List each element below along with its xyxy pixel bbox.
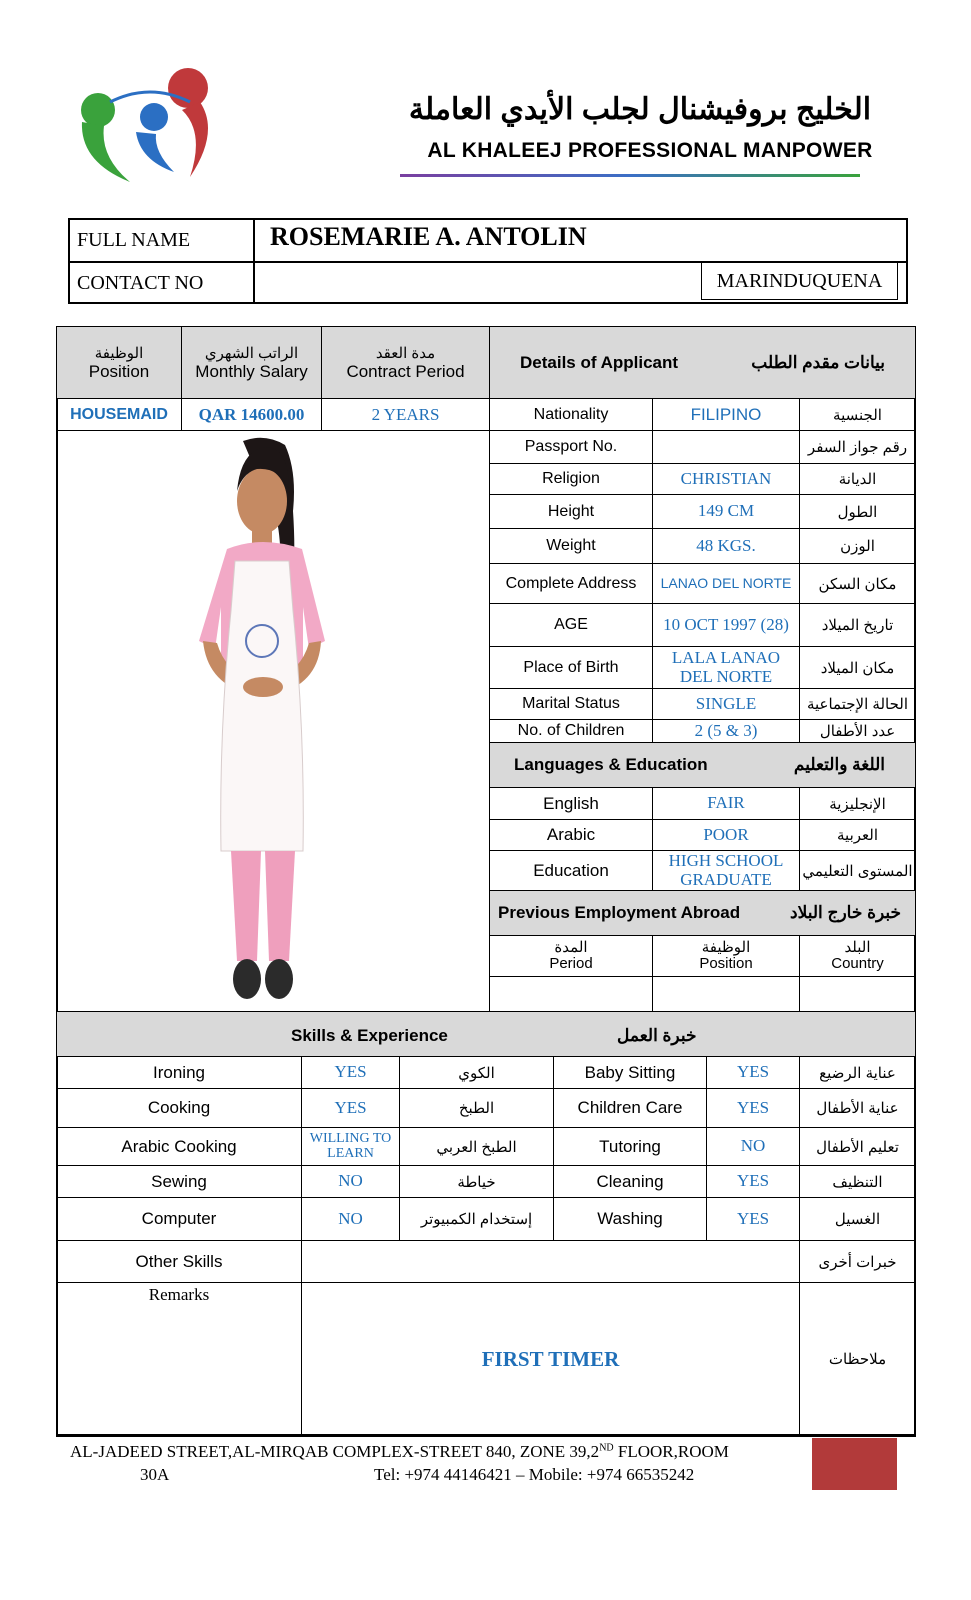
details-value: 149 CM — [652, 494, 800, 529]
details-label: AGE — [489, 603, 653, 647]
salary-value: QAR 14600.00 — [181, 398, 322, 431]
skill-label-ar: الطبخ — [399, 1088, 554, 1128]
contract-header — [321, 326, 490, 399]
details-label-ar: عدد الأطفال — [799, 719, 916, 743]
details-label-ar: رقم جواز السفر — [799, 430, 916, 464]
details-label-ar: الطول — [799, 494, 916, 529]
skill-label: Washing — [553, 1197, 707, 1241]
contact-label: CONTACT NO — [77, 272, 204, 294]
details-header — [489, 326, 916, 399]
employment-period-cell — [489, 976, 653, 1012]
details-label: Nationality — [489, 398, 653, 431]
details-label-ar: مكان السكن — [799, 563, 916, 604]
skill-value: YES — [706, 1088, 800, 1128]
employment-position-header — [652, 935, 800, 977]
details-value — [652, 430, 800, 464]
language-label-ar: المستوى التعليمي — [799, 850, 916, 891]
skill-value: YES — [301, 1088, 400, 1128]
skill-label: Computer — [56, 1197, 302, 1241]
details-value: 2 (5 & 3) — [652, 719, 800, 743]
language-value: POOR — [652, 819, 800, 851]
footer-address-main: AL-JADEED STREET,AL-MIRQAB COMPLEX-STREET 840, ZONE 39,2 — [70, 1442, 600, 1461]
footer-phone: Tel: +974 44146421 – Mobile: +974 66535242 — [374, 1465, 695, 1484]
other-skills-value — [301, 1240, 800, 1283]
details-label: No. of Children — [489, 719, 653, 743]
footer-address-end: FLOOR,ROOM — [613, 1442, 729, 1461]
language-value: HIGH SCHOOL GRADUATE — [652, 850, 800, 891]
other-skills-ar: خبرات أخرى — [799, 1240, 916, 1283]
skill-label: Cleaning — [553, 1165, 707, 1198]
details-label-ar: الحالة الإجتماعية — [799, 688, 916, 720]
position-header-en: Position — [88, 361, 150, 381]
details-value: LALA LANAO DEL NORTE — [652, 646, 800, 689]
details-title-en: Details of Applicant — [520, 352, 679, 372]
employment-period-en: Period — [549, 955, 593, 972]
employment-position-cell — [652, 976, 800, 1012]
skill-value: NO — [301, 1165, 400, 1198]
skill-label-ar: الغسيل — [799, 1197, 916, 1241]
language-label: Education — [489, 850, 653, 891]
details-value: 48 KGS. — [652, 528, 800, 564]
skill-label-ar: عناية الرضيع — [799, 1056, 916, 1089]
employment-header — [489, 890, 916, 936]
details-value: 10 OCT 1997 (28) — [652, 603, 800, 647]
skill-label: Arabic Cooking — [56, 1127, 302, 1166]
skill-label-ar: تعليم الأطفال — [799, 1127, 916, 1166]
footer-address-sup: ND — [599, 1442, 614, 1454]
skill-label-ar: عناية الأطفال — [799, 1088, 916, 1128]
footer-address — [70, 1442, 810, 1462]
skill-label: Children Care — [553, 1088, 707, 1128]
details-value: CHRISTIAN — [652, 463, 800, 495]
skill-label-ar: التنظيف — [799, 1165, 916, 1198]
applicant-photo — [57, 431, 491, 1013]
details-label: Marital Status — [489, 688, 653, 720]
employment-country-cell — [799, 976, 916, 1012]
details-label: Height — [489, 494, 653, 529]
position-value: HOUSEMAID — [56, 398, 182, 431]
skill-value: NO — [706, 1127, 800, 1166]
position-header — [56, 326, 182, 399]
employment-position-en: Position — [699, 955, 753, 972]
company-name-en: AL KHALEEJ PROFESSIONAL MANPOWER — [427, 139, 873, 162]
position-header-ar: الوظيفة — [94, 344, 144, 362]
company-logo — [70, 62, 230, 192]
skill-value: YES — [301, 1056, 400, 1089]
employment-title-ar: خبرة خارج البلاد — [790, 903, 901, 922]
language-label-ar: الإنجليزية — [799, 787, 916, 820]
details-label: Place of Birth — [489, 646, 653, 689]
skill-label: Tutoring — [553, 1127, 707, 1166]
details-label-ar: الجنسية — [799, 398, 916, 431]
header-underline — [400, 174, 860, 177]
details-label-ar: تاريخ الميلاد — [799, 603, 916, 647]
employment-title-en: Previous Employment Abroad — [498, 903, 741, 922]
languages-title-en: Languages & Education — [514, 755, 708, 774]
language-label: Arabic — [489, 819, 653, 851]
employment-period-ar: المدة — [554, 938, 588, 956]
skill-label-ar: إستخدام الكمبيوتر — [399, 1197, 554, 1241]
employment-country-en: Country — [831, 955, 884, 972]
origin-box: MARINDUQUENA — [701, 262, 898, 300]
footer-room: 30A — [140, 1465, 170, 1484]
language-value: FAIR — [652, 787, 800, 820]
skill-label: Sewing — [56, 1165, 302, 1198]
contract-value: 2 YEARS — [321, 398, 490, 431]
skill-label: Ironing — [56, 1056, 302, 1089]
details-label-ar: الوزن — [799, 528, 916, 564]
skills-header — [56, 1011, 916, 1057]
details-label: Complete Address — [489, 563, 653, 604]
footer-rule — [56, 1436, 916, 1437]
footer-color-box — [812, 1438, 897, 1490]
languages-title-ar: اللغة والتعليم — [793, 755, 885, 774]
language-label-ar: العربية — [799, 819, 916, 851]
full-name-value: ROSEMARIE A. ANTOLIN — [270, 222, 587, 251]
skill-label: Baby Sitting — [553, 1056, 707, 1089]
skill-label-ar: الكوي — [399, 1056, 554, 1089]
details-label-ar: الديانة — [799, 463, 916, 495]
photo-area — [56, 430, 490, 1012]
skill-value: YES — [706, 1165, 800, 1198]
skill-value: YES — [706, 1056, 800, 1089]
skills-title-ar: خبرة العمل — [617, 1026, 697, 1045]
details-value: LANAO DEL NORTE — [652, 563, 800, 604]
skill-label-ar: خياطة — [399, 1165, 554, 1198]
details-label-ar: مكان الميلاد — [799, 646, 916, 689]
remarks-ar: ملاحظات — [799, 1282, 916, 1436]
salary-header — [181, 326, 322, 399]
skill-value: NO — [301, 1197, 400, 1241]
salary-header-en: Monthly Salary — [195, 361, 308, 381]
skill-value: YES — [706, 1197, 800, 1241]
details-value: SINGLE — [652, 688, 800, 720]
contract-header-en: Contract Period — [346, 361, 465, 381]
language-label: English — [489, 787, 653, 820]
languages-header — [489, 742, 916, 788]
details-value: FILIPINO — [652, 398, 800, 431]
salary-header-ar: الراتب الشهري — [204, 344, 299, 362]
skills-title-en: Skills & Experience — [291, 1026, 448, 1045]
details-title-ar: بيانات مقدم الطلب — [751, 352, 885, 372]
skill-value: WILLING TO LEARN — [301, 1127, 400, 1166]
details-label: Weight — [489, 528, 653, 564]
company-name-ar: الخليج بروفيشنال لجلب الأيدي العاملة — [408, 93, 872, 126]
full-name-label: FULL NAME — [77, 229, 191, 251]
remarks-value: FIRST TIMER — [301, 1282, 800, 1436]
skill-label-ar: الطبخ العربي — [399, 1127, 554, 1166]
employment-country-ar: البلد — [844, 938, 871, 956]
employment-country-header — [799, 935, 916, 977]
other-skills-label: Other Skills — [56, 1240, 302, 1283]
skill-label: Cooking — [56, 1088, 302, 1128]
details-label: Religion — [489, 463, 653, 495]
details-label: Passport No. — [489, 430, 653, 464]
employment-position-ar: الوظيفة — [701, 938, 751, 956]
contract-header-ar: مدة العقد — [375, 344, 436, 362]
employment-period-header — [489, 935, 653, 977]
remarks-label: Remarks — [56, 1282, 302, 1436]
